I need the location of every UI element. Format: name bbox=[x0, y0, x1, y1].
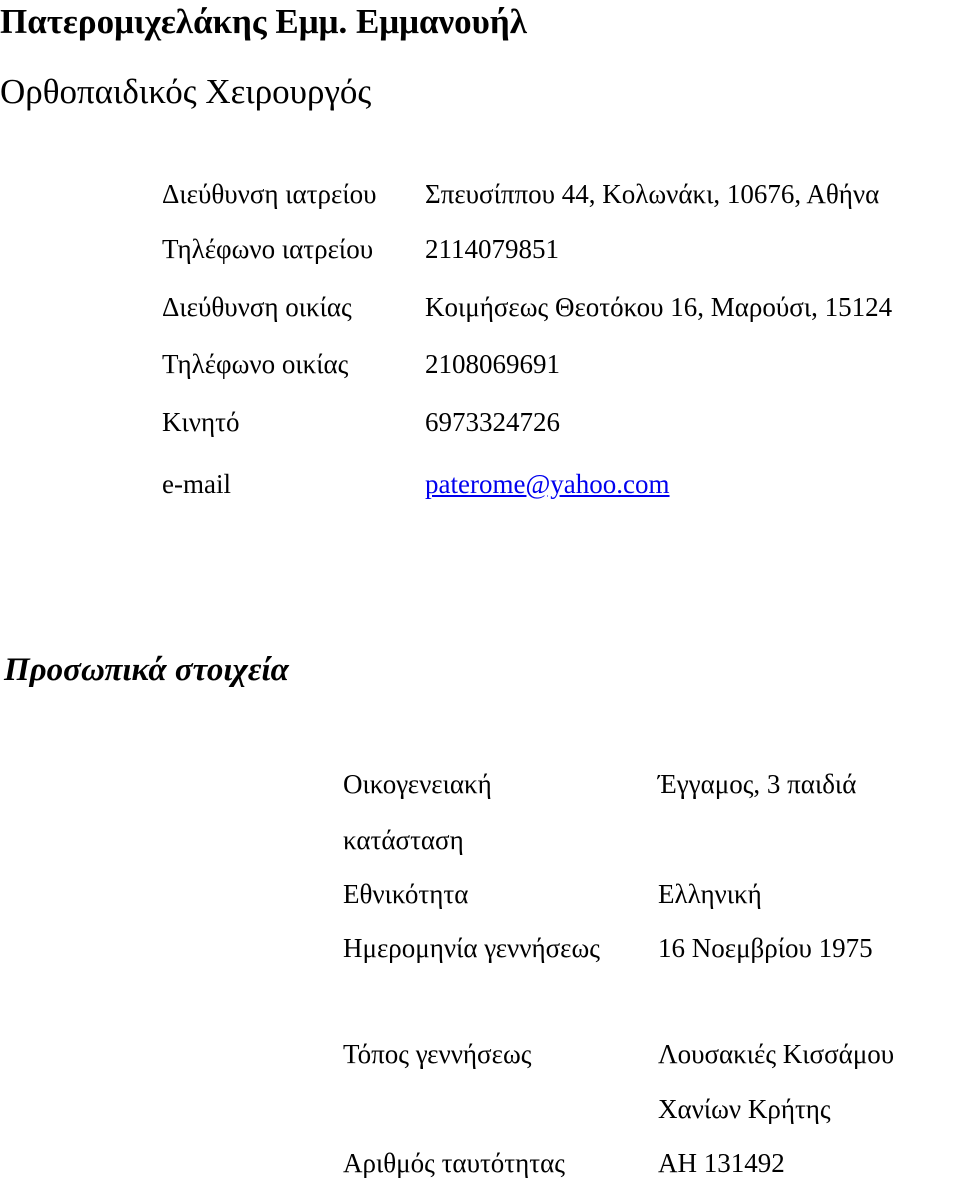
office-address-label: Διεύθυνση ιατρείου bbox=[162, 179, 377, 209]
home-phone-label: Τηλέφωνο οικίας bbox=[162, 349, 349, 379]
home-address-value: Κοιμήσεως Θεοτόκου 16, Μαρούσι, 15124 bbox=[425, 292, 893, 322]
marital-status-label-continued: κατάσταση bbox=[343, 825, 464, 855]
office-phone-label: Τηλέφωνο ιατρείου bbox=[162, 234, 374, 264]
birthplace-value: Λουσακιές Κισσάμου bbox=[658, 1039, 895, 1069]
section-title-personal: Προσωπικά στοιχεία bbox=[4, 652, 289, 688]
office-address-value: Σπευσίππου 44, Κολωνάκι, 10676, Αθήνα bbox=[425, 179, 880, 209]
home-phone-value: 2108069691 bbox=[425, 349, 560, 379]
email-link[interactable]: paterome@yahoo.com bbox=[425, 469, 670, 499]
office-phone-value: 2114079851 bbox=[425, 234, 559, 264]
doctor-name: Πατερομιχελάκης Εμμ. Εμμανουήλ bbox=[0, 2, 527, 41]
mobile-label: Κινητό bbox=[162, 407, 240, 437]
profession: Ορθοπαιδικός Χειρουργός bbox=[0, 72, 372, 111]
marital-status-value: Έγγαμος, 3 παιδιά bbox=[658, 769, 857, 799]
birthplace-label: Τόπος γεννήσεως bbox=[343, 1039, 532, 1069]
nationality-value: Ελληνική bbox=[658, 879, 762, 909]
birthdate-label: Ημερομηνία γεννήσεως bbox=[343, 933, 600, 963]
email-label: e-mail bbox=[162, 469, 231, 499]
birthdate-value: 16 Νοεμβρίου 1975 bbox=[658, 933, 873, 963]
nationality-label: Εθνικότητα bbox=[343, 879, 469, 909]
mobile-value: 6973324726 bbox=[425, 407, 560, 437]
id-number-value: ΑΗ 131492 bbox=[658, 1148, 785, 1178]
id-number-label: Αριθμός ταυτότητας bbox=[343, 1148, 565, 1178]
birthplace-value-continued: Χανίων Κρήτης bbox=[658, 1094, 831, 1124]
marital-status-label: Οικογενειακή bbox=[343, 769, 492, 799]
home-address-label: Διεύθυνση οικίας bbox=[162, 292, 352, 322]
